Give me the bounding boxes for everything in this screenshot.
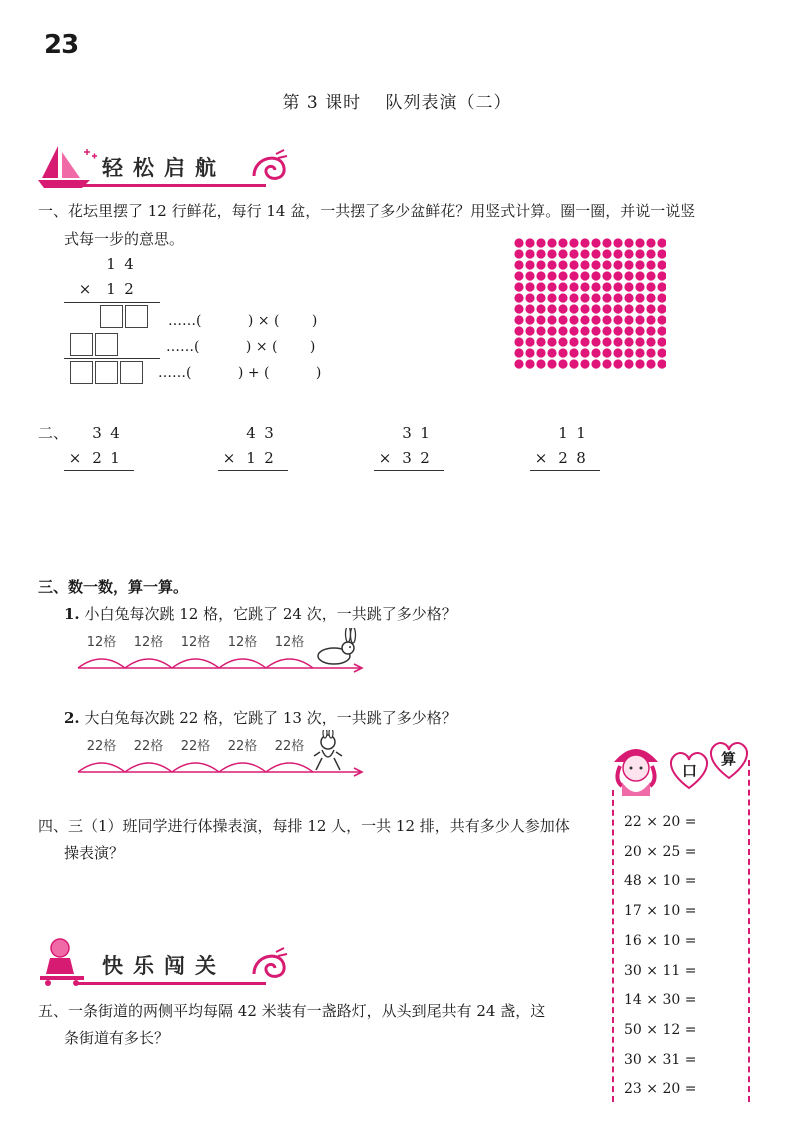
flower-dot [514,359,523,368]
flower-dot [569,315,578,324]
digit: 1 [106,280,116,298]
q2-rule [64,470,134,471]
flower-dot [569,238,578,247]
q2-multiplicand [554,424,590,442]
flower-dot [657,271,666,280]
flower-dot [580,260,589,269]
q2-multiplicand [242,424,278,442]
flower-dot [635,260,644,269]
digit: 2 [420,449,430,467]
flower-dot [635,337,644,346]
flower-dot [580,348,589,357]
flower-dot [536,249,545,258]
digit: 4 [124,255,134,273]
flower-dot [514,271,523,280]
banner-title: 快乐闯关 [102,954,226,978]
skateboard-kid-icon [36,936,96,988]
flower-dot [624,315,633,324]
times-sign: × [78,280,92,298]
flower-dot [657,326,666,335]
flower-dot [525,359,534,368]
flower-dot [569,337,578,346]
mental-math-item: 48 × 10 = [624,873,697,890]
mental-math-item: 22 × 20 = [624,814,697,830]
digit: 4 [110,424,120,442]
times-sign: × [534,449,548,467]
flower-dot [602,315,611,324]
digit: 1 [246,449,256,467]
mental-math-item: 30 × 11 = [624,962,697,979]
digit: 1 [576,424,586,442]
flower-dot [558,238,567,247]
q1-text-line2: 式每一步的意思。 [64,230,185,248]
flower-dot [613,260,622,269]
flower-dot [547,359,556,368]
flower-dot [635,293,644,302]
flower-dot [569,326,578,335]
flower-dot [547,304,556,313]
q1-multiplicand [102,255,138,273]
flower-dot [591,326,600,335]
q2-multiplier [532,449,590,467]
flower-dot [624,304,633,313]
flower-dot [580,271,589,280]
flower-dot [547,238,556,247]
flower-dot [646,282,655,291]
mental-math-item: 30 × 31 = [624,1051,697,1068]
swirl-ornament-icon [246,944,292,988]
q2-label: 二、 [38,424,69,442]
q2-rule [218,470,288,471]
flower-dot [624,260,633,269]
mental-math-item: 16 × 10 = [624,932,697,949]
flower-dot [657,260,666,269]
flower-dot [591,304,600,313]
q2-multiplier [66,449,124,467]
digit: 2 [124,280,134,298]
flower-dot [569,348,578,357]
flower-dot [547,249,556,258]
flower-dot [525,238,534,247]
flower-dot [569,249,578,258]
flower-dot [613,249,622,258]
flower-dot [602,238,611,247]
flower-dot [536,293,545,302]
flower-dot [514,304,523,313]
heart-label-suan: 算 [721,750,737,768]
flower-dot [624,271,633,280]
flower-dot [624,282,633,291]
flower-dot [525,271,534,280]
q2-multiplier [220,449,278,467]
flower-dot [525,337,534,346]
jump-arc [78,659,125,668]
flower-dot [558,293,567,302]
flower-dot [635,282,644,291]
q3-title: 三、数一数，算一算。 [38,578,189,596]
flower-dot [613,304,622,313]
jump-label: 22格 [180,739,211,754]
flower-dot [657,337,666,346]
digit: 3 [402,449,412,467]
q2-multiplier [376,449,434,467]
flower-dot [602,326,611,335]
flower-dot [646,326,655,335]
flower-dot [624,359,633,368]
q3-problem-2 [64,705,457,731]
q5-line2: 条街道有多长？ [64,1029,170,1047]
flower-dot [569,271,578,280]
banner-underline [76,184,266,187]
q1-answer-row-1 [100,305,150,328]
flower-dot [525,260,534,269]
jump-arc [219,763,266,772]
flower-dot [657,359,666,368]
digit: 2 [264,449,274,467]
flower-dot [569,359,578,368]
times-sign: × [378,449,392,467]
flower-dot [635,304,644,313]
jump-arc [78,763,125,772]
flower-dot [514,260,523,269]
flower-dot [657,282,666,291]
flower-dot [613,337,622,346]
flower-dot [569,282,578,291]
q2-rule [374,470,444,471]
flower-dot [525,348,534,357]
digit: 8 [576,449,586,467]
flower-dot [602,293,611,302]
flower-dot [580,293,589,302]
flower-dot [646,315,655,324]
q1-multiplier [76,280,138,298]
flower-dot [591,359,600,368]
flower-dot [525,326,534,335]
flower-dot [635,249,644,258]
flower-dot [591,348,600,357]
digit: 2 [558,449,568,467]
q2-multiplicand [398,424,434,442]
flower-dot [646,238,655,247]
flower-dot [514,326,523,335]
jump-arc [266,763,313,772]
flower-dot [580,249,589,258]
flower-dot [514,238,523,247]
flower-dot [536,315,545,324]
flower-dot [613,282,622,291]
flower-dot [657,348,666,357]
flower-dot [580,315,589,324]
jump-label: 12格 [274,635,305,650]
flower-dot [569,293,578,302]
flower-dot [558,348,567,357]
flower-dot [547,293,556,302]
flower-dot [591,271,600,280]
mental-math-border-right [748,760,750,1102]
flower-dot [558,304,567,313]
heart-label-kou: 口 [682,762,698,780]
digit: 1 [558,424,568,442]
flower-dot [525,293,534,302]
flower-dot [547,260,556,269]
mental-math-item: 20 × 25 = [624,843,697,860]
problem-number: 2. [64,709,80,727]
flower-dot [602,337,611,346]
flower-dot [525,249,534,258]
flower-dot [591,315,600,324]
flower-dot [536,304,545,313]
flower-dot [613,293,622,302]
flower-dot [613,271,622,280]
flower-dot [602,249,611,258]
flower-dot [613,359,622,368]
flower-dot [613,326,622,335]
flower-dot [646,271,655,280]
q1-text-line1: 一、花坛里摆了 12 行鲜花，每行 14 盆，一共摆了多少盆鲜花？用竖式计算。圈一圈，并说一说竖 [38,202,696,220]
flower-dot [580,326,589,335]
problem-text: 小白兔每次跳 12 格，它跳了 24 次，一共跳了多少格？ [84,605,457,623]
q3-problem-1 [64,601,457,627]
flower-dot [558,282,567,291]
flower-dot [624,326,633,335]
lesson-title: 第 3 课时 队列表演（二） [282,93,512,113]
times-sign: × [68,449,82,467]
flower-dot [547,337,556,346]
banner-easy-start [36,142,296,192]
flower-dot [514,249,523,258]
flower-dot [613,238,622,247]
flower-dot [646,348,655,357]
flower-dot [558,260,567,269]
flower-dot [657,315,666,324]
flower-dot [646,337,655,346]
jump-label: 12格 [227,635,258,650]
q5-line1: 五、一条街道的两侧平均每隔 42 米装有一盏路灯，从头到尾共有 24 盏，这 [38,1002,546,1020]
flower-dot [569,260,578,269]
flower-dot [591,249,600,258]
flower-dot [657,293,666,302]
flower-dot [558,315,567,324]
mental-math-item: 17 × 10 = [624,903,697,920]
flower-dot [536,271,545,280]
digit: 1 [110,449,120,467]
flower-dot [547,315,556,324]
digit: 3 [402,424,412,442]
jump-label: 12格 [133,635,164,650]
flower-dot [525,315,534,324]
digit: 1 [106,255,116,273]
answer-box[interactable] [125,305,148,328]
jump-arc [172,659,219,668]
answer-box[interactable] [100,305,123,328]
flower-dot [514,337,523,346]
jump-arc [266,659,313,668]
q4-line1: 四、三（1）班同学进行体操表演，每排 12 人，一共 12 排，共有多少人参加体 [38,817,570,835]
flower-dot [580,238,589,247]
flower-dot [624,337,633,346]
mental-math-item: 50 × 12 = [624,1021,697,1038]
flower-dot [536,260,545,269]
flower-dot [558,337,567,346]
flower-dot [635,359,644,368]
answer-box[interactable] [95,361,118,384]
banner-underline [76,982,266,985]
jump-arc [125,763,172,772]
digit: 1 [420,424,430,442]
flower-dot [635,238,644,247]
flower-dot [635,326,644,335]
flower-dot [602,260,611,269]
jump-arc [219,659,266,668]
flower-dot [635,315,644,324]
digit: 4 [246,424,256,442]
jump-label: 22格 [227,739,258,754]
flower-dot [536,337,545,346]
digit: 3 [264,424,274,442]
flower-dot [558,271,567,280]
flower-dot [646,293,655,302]
flower-dot [514,348,523,357]
flower-dot [602,271,611,280]
problem-number: 1. [64,605,80,623]
mental-math-item: 14 × 30 = [624,992,697,1009]
flower-dot [547,348,556,357]
flower-dot [536,238,545,247]
flower-dot [525,304,534,313]
flower-dot [624,249,633,258]
flower-dot [602,359,611,368]
swirl-ornament-icon [246,146,292,190]
problem-text: 大白兔每次跳 22 格，它跳了 13 次，一共跳了多少格？ [84,709,457,727]
flower-dot [580,359,589,368]
flower-dot [525,282,534,291]
flower-dot [558,249,567,258]
answer-box[interactable] [95,333,118,356]
flower-dot [624,348,633,357]
q2-multiplicand [88,424,124,442]
flower-dot [536,359,545,368]
flower-dot [602,304,611,313]
big-rabbit-icon [310,730,346,774]
flower-dot [547,282,556,291]
flower-dot [624,238,633,247]
q1-rule-2 [64,358,160,359]
flower-dot [646,260,655,269]
flower-dot [580,282,589,291]
flower-dot [657,304,666,313]
flower-dot [580,304,589,313]
flower-dot [547,271,556,280]
jump-label: 12格 [86,635,117,650]
flower-dot [569,304,578,313]
flower-dot [613,315,622,324]
q1-fill-3: ……( ) + ( ) [158,365,322,381]
flower-dot [635,271,644,280]
flower-dot [657,238,666,247]
flower-dot [536,348,545,357]
flower-dot [613,348,622,357]
flower-dot [602,348,611,357]
mental-math-item: 23 × 20 = [624,1081,697,1098]
answer-box[interactable] [70,361,93,384]
times-sign: × [222,449,236,467]
flower-dot [646,249,655,258]
jump-label: 22格 [133,739,164,754]
flower-dot [635,348,644,357]
flower-dot [591,282,600,291]
flower-dot [536,282,545,291]
flower-dot [536,326,545,335]
answer-box[interactable] [120,361,143,384]
flower-dot [580,337,589,346]
flower-dot [591,260,600,269]
q4-line2: 操表演？ [64,844,125,862]
flower-dot [591,337,600,346]
digit: 3 [92,424,102,442]
q1-rule-1 [64,302,160,303]
flower-dot [591,238,600,247]
banner-happy-challenge [36,936,296,988]
flower-dot [624,293,633,302]
mental-math-border-left [612,790,614,1102]
q1-answer-row-3 [70,361,145,384]
small-rabbit-icon [310,628,358,668]
flower-dot [547,326,556,335]
digit: 2 [92,449,102,467]
q1-answer-row-2 [70,333,120,356]
flower-dot-grid[interactable] [514,226,666,378]
answer-box[interactable] [70,333,93,356]
jump-arc [172,763,219,772]
flower-dot [602,282,611,291]
flower-dot [591,293,600,302]
jump-arc [125,659,172,668]
banner-title: 轻松启航 [102,156,226,180]
page-number: 23 [44,30,79,60]
q1-fill-1: ……( ) × ( ) [168,313,318,329]
q2-rule [530,470,600,471]
q1-fill-2: ……( ) × ( ) [166,339,316,355]
flower-dot [514,315,523,324]
flower-dot [657,249,666,258]
flower-dot [558,326,567,335]
flower-dot [514,282,523,291]
jump-label: 12格 [180,635,211,650]
jump-label: 22格 [274,739,305,754]
jump-label: 22格 [86,739,117,754]
flower-dot [558,359,567,368]
flower-dot [646,359,655,368]
flower-dot [514,293,523,302]
flower-dot [646,304,655,313]
